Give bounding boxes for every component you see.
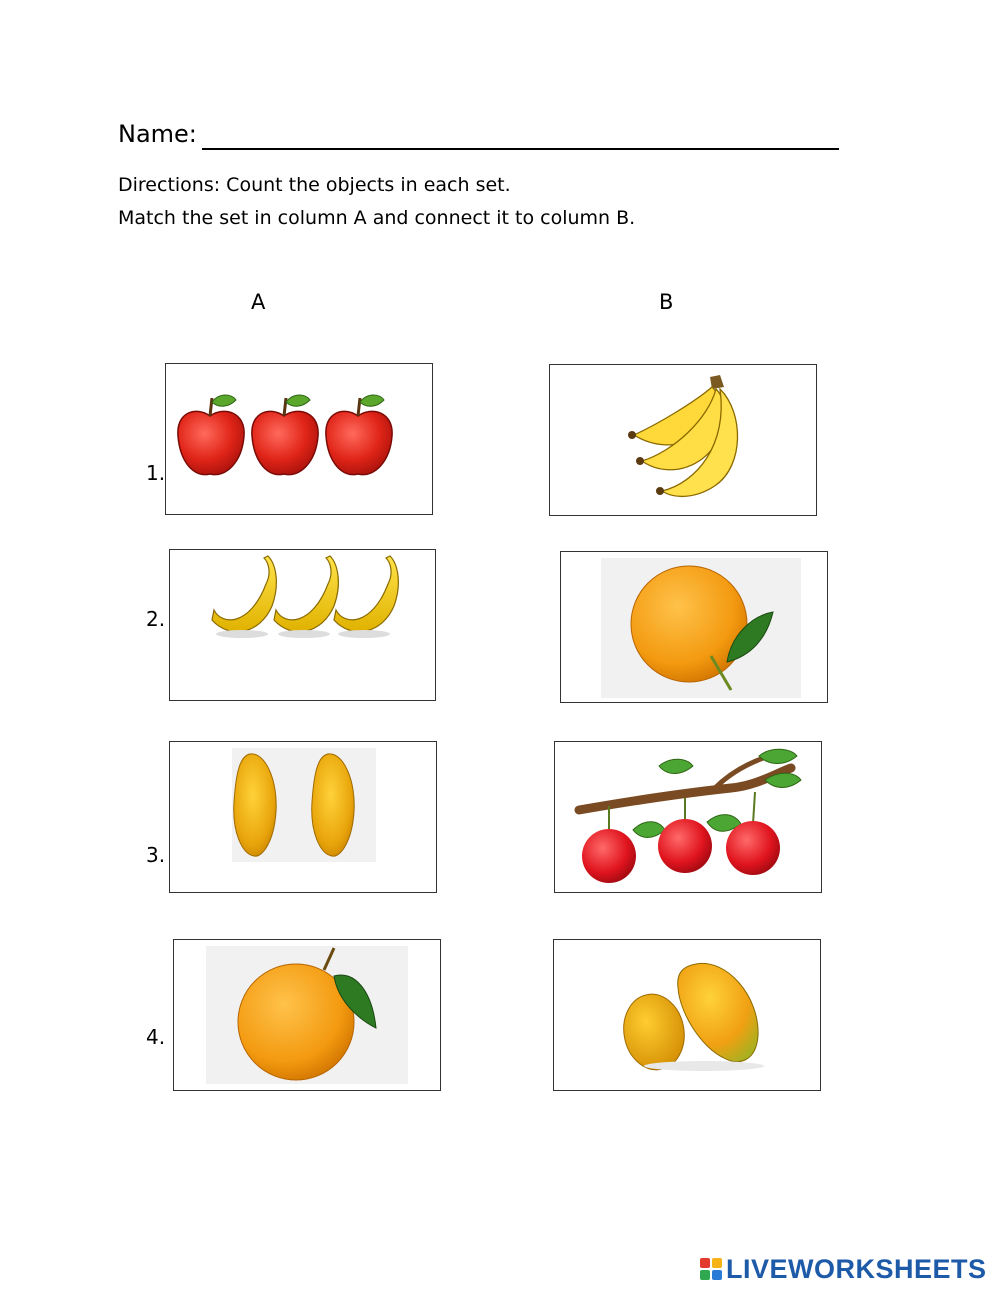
mangoes-icon [618,963,764,1074]
column-a-box-4[interactable] [173,939,441,1091]
cherries-on-branch-icon [579,749,801,883]
column-b-box-3[interactable] [554,741,822,893]
name-label: Name: [118,120,197,148]
column-b-box-2[interactable] [560,551,828,703]
row-number-2: 2. [146,607,166,631]
name-line[interactable] [202,148,839,150]
liveworksheets-logo[interactable] [700,1253,987,1285]
column-a-header: A [251,290,266,314]
row-number-3: 3. [146,843,166,867]
directions-line-2: Match the set in column A and connect it to column B. [118,207,636,229]
column-a-box-2[interactable] [169,549,436,701]
apple-icon [178,395,244,475]
apple-icon [326,395,392,475]
liveworksheets-logo-icon [700,1258,722,1280]
liveworksheets-logo-text: LIVEWORKSHEETS [726,1253,987,1284]
row-number-4: 4. [146,1025,166,1049]
row-number-1: 1. [146,461,166,485]
column-b-box-4[interactable] [553,939,821,1091]
directions-line-1: Directions: Count the objects in each set. [118,174,511,196]
column-b-box-1[interactable] [549,364,817,516]
apple-icon [252,395,318,475]
banana-icon [334,556,398,638]
column-b-header: B [659,290,674,314]
column-a-box-1[interactable] [165,363,433,515]
banana-bunch-icon [628,375,738,496]
banana-icon [274,556,338,638]
banana-icon [212,556,276,638]
column-a-box-3[interactable] [169,741,437,893]
